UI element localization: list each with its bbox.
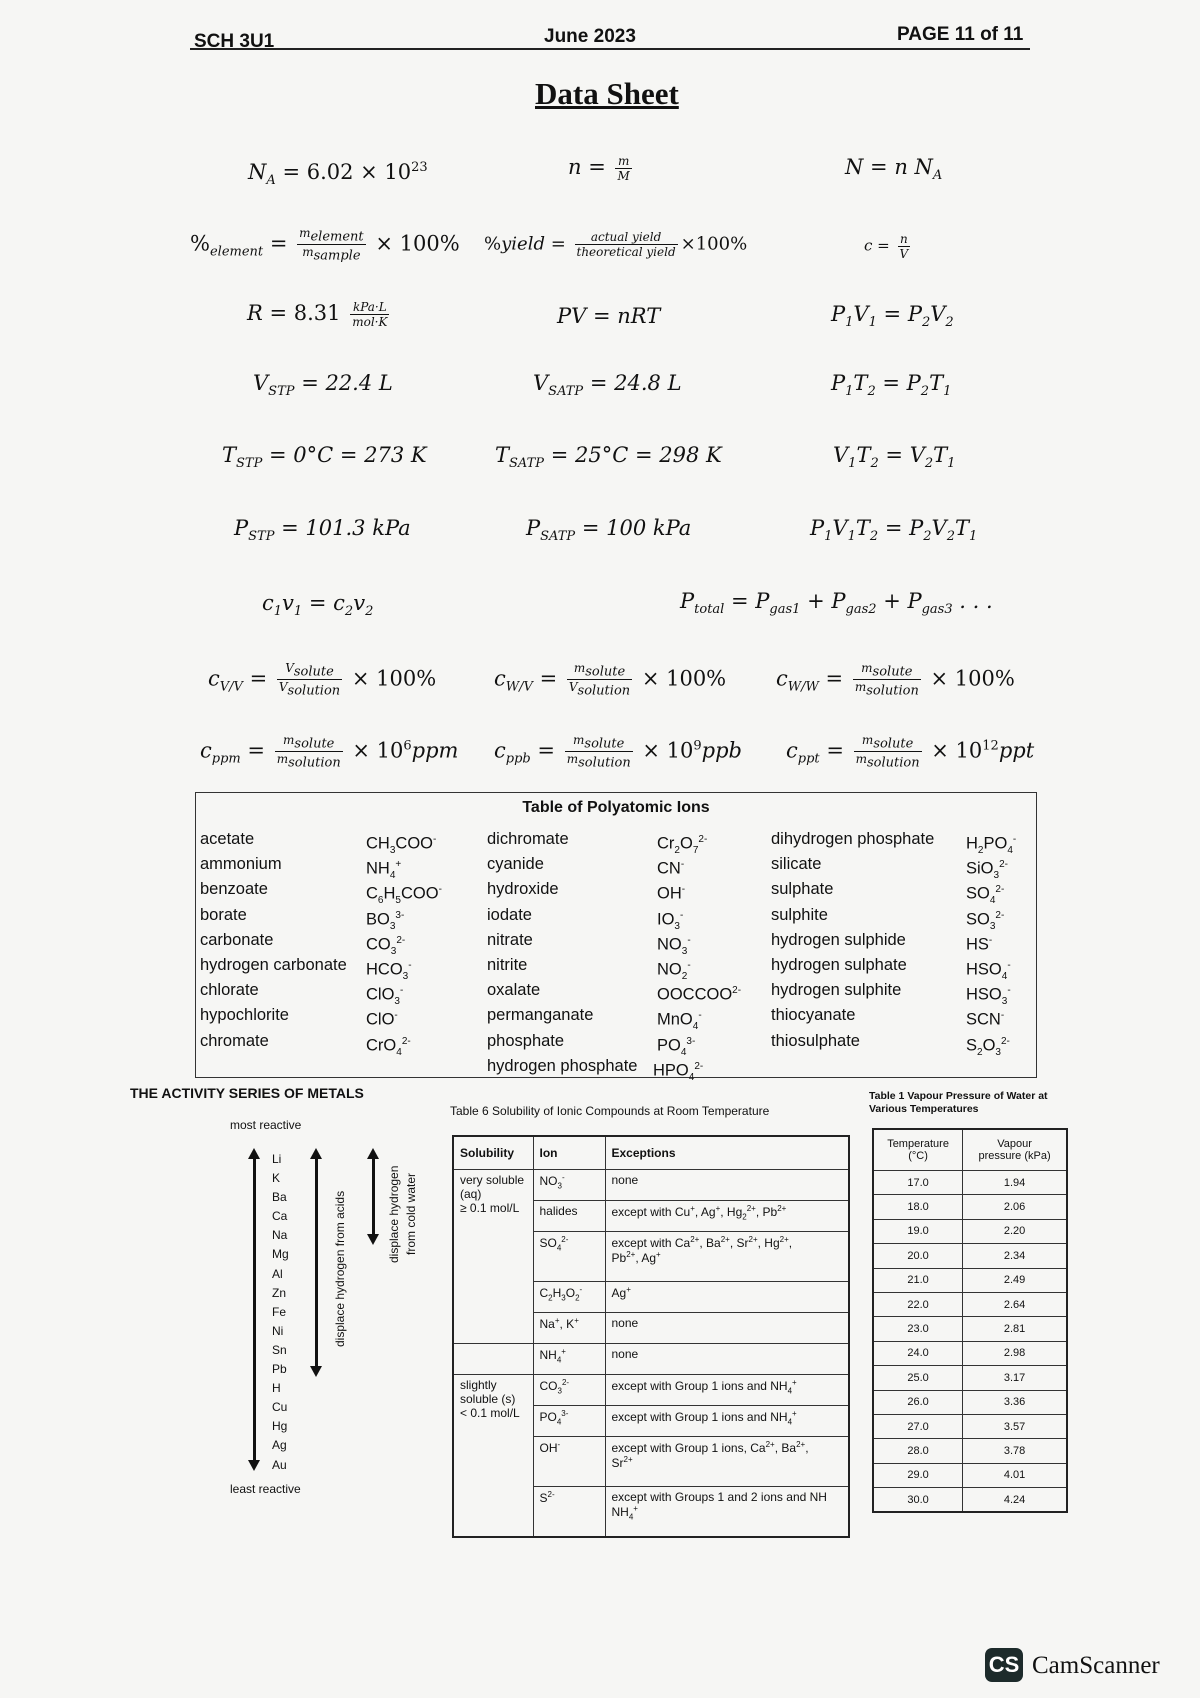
table-row: $C_2H_3O_2^-$ Ag+ <box>453 1282 849 1313</box>
page-number: PAGE 11 of 11 <box>897 24 1024 45</box>
metals-list: Li K Ba Ca Na Mg Al Zn Fe Ni Sn Pb H Cu Hg Ag Au <box>272 1152 289 1472</box>
table-row: 19.0 2.20 <box>873 1219 1067 1243</box>
reactivity-arrow-line <box>253 1158 256 1460</box>
header-rule <box>190 48 1030 50</box>
formula-ppt: $c_{ppt}$ = $\frac{m_{solute}}{m_{solution}}$ × $10^{12}ppt$ <box>786 733 1035 771</box>
table-row: 29.0 4.01 <box>873 1463 1067 1487</box>
formula-c-ww: $c_{W/W}$ = $\frac{m_{solute}}{m_{solution}}$ × 100% <box>776 661 1015 699</box>
table-row: 28.0 3.78 <box>873 1439 1067 1463</box>
formula-c-wv: $c_{W/V}$ = $\frac{m_{solute}}{V_{solution}}$ × 100% <box>494 661 727 699</box>
formula-avogadro: $N_A = 6.02 \times 10^{23}$ <box>248 160 428 189</box>
table-row: very soluble (aq) ≥ 0.1 mol/L $NO_3^-$ none <box>453 1170 849 1201</box>
displace-water-label-1: displace hydrogen <box>387 1165 401 1263</box>
table-row: 27.0 3.57 <box>873 1414 1067 1438</box>
header-ion: Ion <box>533 1136 605 1170</box>
least-reactive-label: least reactive <box>230 1482 301 1496</box>
formula-percent-element: $\%_{element}$ = $\frac{m_{element}}{m_{sample}}$ × 100% <box>190 226 460 264</box>
table-row: $PO_4^{3-}$ except with Group 1 ions and $NH_4^+$ <box>453 1406 849 1437</box>
header-temperature: Temperature (°C) <box>873 1129 963 1171</box>
table-row: 30.0 4.24 <box>873 1488 1067 1513</box>
formula-percent-yield: %yield = $\frac{\text{actual yield}}{\text{theoretical yield}}$ ×100% <box>484 230 748 259</box>
header-exceptions: Exceptions <box>605 1136 849 1170</box>
table-row: 26.0 3.36 <box>873 1390 1067 1414</box>
exam-date: June 2023 <box>544 26 636 47</box>
camscanner-logo-icon: CS <box>985 1648 1023 1682</box>
table-row: Na+, K+ none <box>453 1313 849 1344</box>
formula-dilution: $c_1v_1 = c_2v_2$ <box>262 591 374 620</box>
table-row: 25.0 3.17 <box>873 1366 1067 1390</box>
acids-arrow-head-down <box>310 1366 322 1377</box>
formula-p-satp: $P_{SATP} = 100$ kPa <box>526 516 692 545</box>
water-arrow-line <box>372 1158 375 1234</box>
table-row: 18.0 2.06 <box>873 1195 1067 1219</box>
table-row <box>873 1129 1067 1171</box>
polyatomic-col3-names: dihydrogen phosphate silicate sulphate sulphite hydrogen sulphide hydrogen sulphate hydrogen sulphite thiocyanate thiosulphate <box>771 830 935 1050</box>
formula-moles: n = $\frac{m}{M}$ <box>568 154 630 183</box>
formula-boyle: $P_1V_1 = P_2V_2$ <box>831 302 954 331</box>
polyatomic-col2-names: dichromate cyanide hydroxide iodate nitrate nitrite oxalate permanganate phosphate hydrogen phosphate <box>487 830 638 1075</box>
formula-charles: $V_1T_2 = V_2T_1$ <box>833 443 956 472</box>
table-row: OH- except with Group 1 ions, $Ca^{2+}$, $Ba^{2+}$, $Sr^{2+}$ <box>453 1437 849 1487</box>
water-arrow-head-down <box>367 1234 379 1245</box>
polyatomic-table-title: Table of Polyatomic Ions <box>522 799 710 816</box>
header-solubility: Solubility <box>453 1136 533 1170</box>
most-reactive-label: most reactive <box>230 1118 302 1132</box>
displace-acids-label: displace hydrogen from acids <box>333 1190 347 1347</box>
table-row: 23.0 2.81 <box>873 1317 1067 1341</box>
activity-series-title: THE ACTIVITY SERIES OF METALS <box>130 1085 364 1101</box>
table-row: $NH_4^+$ none <box>453 1344 849 1375</box>
displace-water-label-2: from cold water <box>404 1172 418 1255</box>
table-row: slightly soluble (s) < 0.1 mol/L $CO_3^{2-}$ except with Group 1 ions and $NH_4^+$ <box>453 1375 849 1406</box>
course-code: SCH 3U1 <box>194 31 275 52</box>
polyatomic-col3-formulas: $H_2PO_4^-$ SiO$_3^{2-}$ $SO_4^{2-}$ $SO_3^{2-}$ HS- $HSO_4^-$ $HSO_3^-$ SCN- $S_2O_3^{2-}$ <box>966 834 1017 1058</box>
header-vapour-pressure: Vapour pressure (kPa) <box>963 1129 1067 1171</box>
formula-p-stp: $P_{STP} = 101.3$ kPa <box>234 516 411 545</box>
polyatomic-ions-table <box>195 792 1037 1083</box>
formula-ideal-gas: PV = nRT <box>557 304 661 328</box>
slightly-soluble-cell: slightly soluble (s) < 0.1 mol/L <box>453 1375 533 1537</box>
vapour-pressure-table <box>872 1128 1068 1513</box>
polyatomic-col2-formulas: $Cr_2O_7^{2-}$ CN- OH- $IO_3^-$ $NO_3^-$ $NO_2^-$ $OOCCOO^{2-}$ MnO$_4$- $PO_4^{3-}$ $HPO_4^{2-}$ <box>653 834 742 1083</box>
table-row <box>453 1136 849 1170</box>
formula-ppb: $c_{ppb}$ = $\frac{m_{solute}}{m_{solution}}$ × $10^9ppb$ <box>494 733 742 771</box>
formula-t-satp: $T_{SATP} = 25^\circ C = 298$ K <box>495 443 722 472</box>
formula-gay-lussac: $P_1T_2 = P_2T_1$ <box>831 371 952 400</box>
page-title: Data Sheet <box>535 76 679 111</box>
table-row: halides except with Cu+, Ag+, $Hg_2^{2+}$, $Pb^{2+}$ <box>453 1201 849 1232</box>
formula-ppm: $c_{ppm}$ = $\frac{m_{solute}}{m_{solution}}$ × $10^6ppm$ <box>200 733 459 771</box>
camscanner-watermark: CamScanner <box>1032 1652 1160 1679</box>
formula-dalton: $P_{total} = P_{gas1} + P_{gas2} + P_{gas3}$ . . . <box>680 589 993 618</box>
vapour-caption: Table 1 Vapour Pressure of Water at Various Temperatures <box>869 1090 1048 1115</box>
table-row: 24.0 2.98 <box>873 1341 1067 1365</box>
formula-c-vv: $c_{V/V}$ = $\frac{V_{solute}}{V_{solution}}$ × 100% <box>208 661 437 699</box>
table-row: 20.0 2.34 <box>873 1244 1067 1268</box>
formula-t-stp: $T_{STP} = 0^\circ C = 273$ K <box>222 443 427 472</box>
acids-arrow-line <box>315 1158 318 1366</box>
solubility-caption: Table 6 Solubility of Ionic Compounds at Room Temperature <box>450 1104 770 1118</box>
table-row: $SO_4^{2-}$ except with $Ca^{2+}$, $Ba^{2+}$, $Sr^{2+}$, $Hg^{2+}$, $Pb^{2+}$, Ag+ <box>453 1232 849 1282</box>
formula-gas-constant: R = 8.31 $\frac{\text{kPa·L}}{\text{mol·K}}$ <box>247 300 388 329</box>
table-row: $S^{2-}$ except with Groups 1 and 2 ions and NH $NH_4^+$ <box>453 1487 849 1537</box>
solubility-table <box>452 1135 850 1538</box>
table-row: 22.0 2.64 <box>873 1292 1067 1316</box>
table-row: 17.0 1.94 <box>873 1171 1067 1195</box>
formula-combined-gas: $P_1V_1T_2 = P_2V_2T_1$ <box>810 516 978 545</box>
reactivity-arrow-head-down <box>248 1460 260 1471</box>
formula-concentration: c = $\frac{n}{V}$ <box>864 232 909 261</box>
polyatomic-col1-formulas: $CH_3COO^-$ $NH_4^+$ $C_6H_5COO^-$ $BO_3^{3-}$ $CO_3^{2-}$ $HCO_3^-$ ClO$_3$- ClO- CrO$_4^{2-}$ <box>366 834 442 1058</box>
polyatomic-col1-names: acetate ammonium benzoate borate carbonate hydrogen carbonate chlorate hypochlorite chromate <box>200 830 347 1050</box>
very-soluble-cell: very soluble (aq) ≥ 0.1 mol/L <box>453 1170 533 1344</box>
formula-v-satp: $V_{SATP} = 24.8$ L <box>533 371 682 400</box>
formula-v-stp: $V_{STP} = 22.4$ L <box>253 371 393 400</box>
formula-particles: N = n $N_A$ <box>845 155 943 184</box>
table-row: 21.0 2.49 <box>873 1268 1067 1292</box>
